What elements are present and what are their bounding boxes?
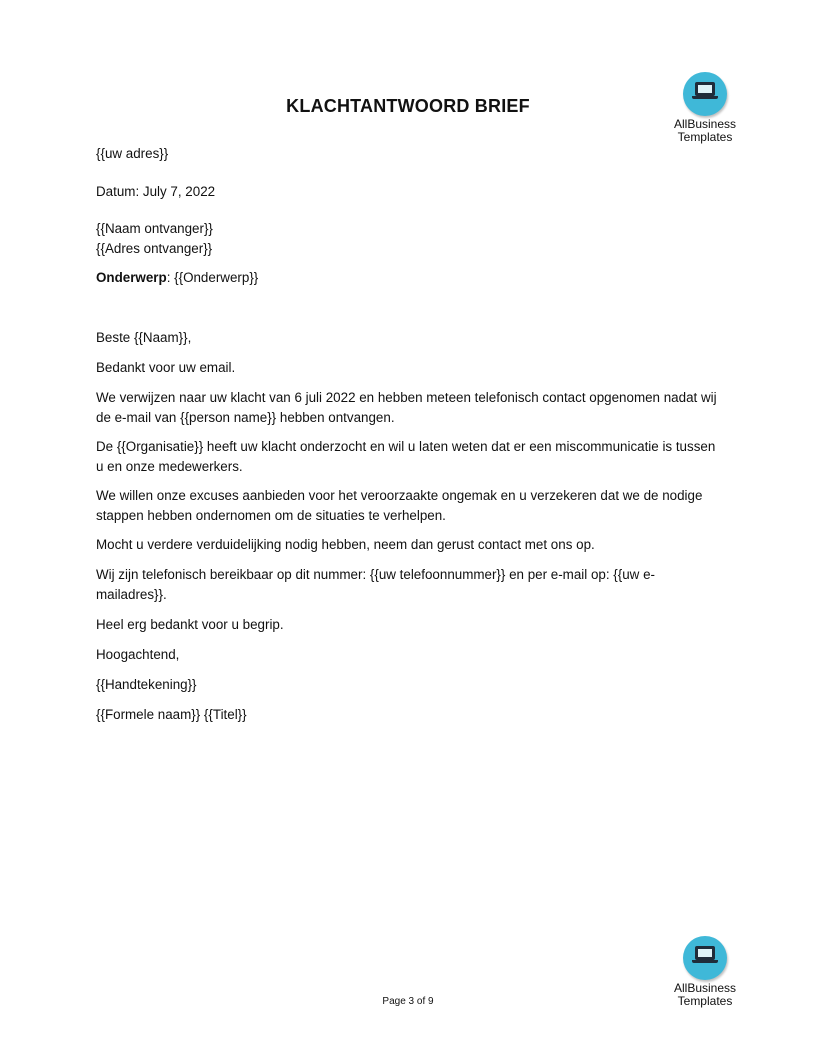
paragraph-2: We verwijzen naar uw klacht van 6 juli 2022 en hebben meteen telefonisch contact opgenomen nadat wij de e-mail van {{person name}} hebben ontvangen.: [96, 390, 717, 425]
logo-line-1: AllBusiness: [673, 981, 737, 995]
logo-line-2: Templates: [677, 994, 733, 1008]
signature: {{Handtekening}}: [96, 677, 197, 692]
paragraph-1: Bedankt voor uw email.: [96, 360, 236, 375]
name-title: {{Formele naam}} {{Titel}}: [96, 707, 247, 722]
recipient-name: {{Naam ontvanger}}: [96, 221, 213, 236]
subject-label: Onderwerp: [96, 270, 167, 285]
paragraph-4: We willen onze excuses aanbieden voor het veroorzaakte ongemak en u verzekeren dat we de nodige stappen hebben ondernomen om de situaties te verhelpen.: [96, 488, 703, 523]
logo-line-1: AllBusiness: [673, 117, 737, 131]
recipient-block: [96, 219, 726, 259]
paragraph-5: Mocht u verdere verduidelijking nodig hebben, neem dan gerust contact met ons op.: [96, 537, 595, 552]
date-line: Datum: July 7, 2022: [96, 184, 216, 199]
recipient-address: {{Adres ontvanger}}: [96, 241, 213, 256]
paragraph-6: Wij zijn telefonisch bereikbaar op dit nummer: {{uw telefoonnummer}} en per e-mail op: {{uw e-mailadres}}.: [96, 567, 655, 602]
greeting: Beste {{Naam}},: [96, 330, 192, 345]
logo-text: [660, 118, 750, 144]
paragraph-7: Heel erg bedankt voor u begrip.: [96, 617, 284, 632]
document-title: KLACHTANTWOORD BRIEF: [286, 96, 530, 116]
sender-address: {{uw adres}}: [96, 146, 169, 161]
logo-line-2: Templates: [677, 130, 733, 144]
page-number: Page 3 of 9: [382, 996, 434, 1007]
closing: Hoogachtend,: [96, 647, 180, 662]
paragraph-3: De {{Organisatie}} heeft uw klacht onderzocht en wil u laten weten dat er een miscommunicatie is tussen u en onze medewerkers.: [96, 439, 716, 474]
subject-line: [96, 268, 726, 288]
subject-value: : {{Onderwerp}}: [166, 270, 259, 285]
laptop-icon: [683, 936, 727, 980]
